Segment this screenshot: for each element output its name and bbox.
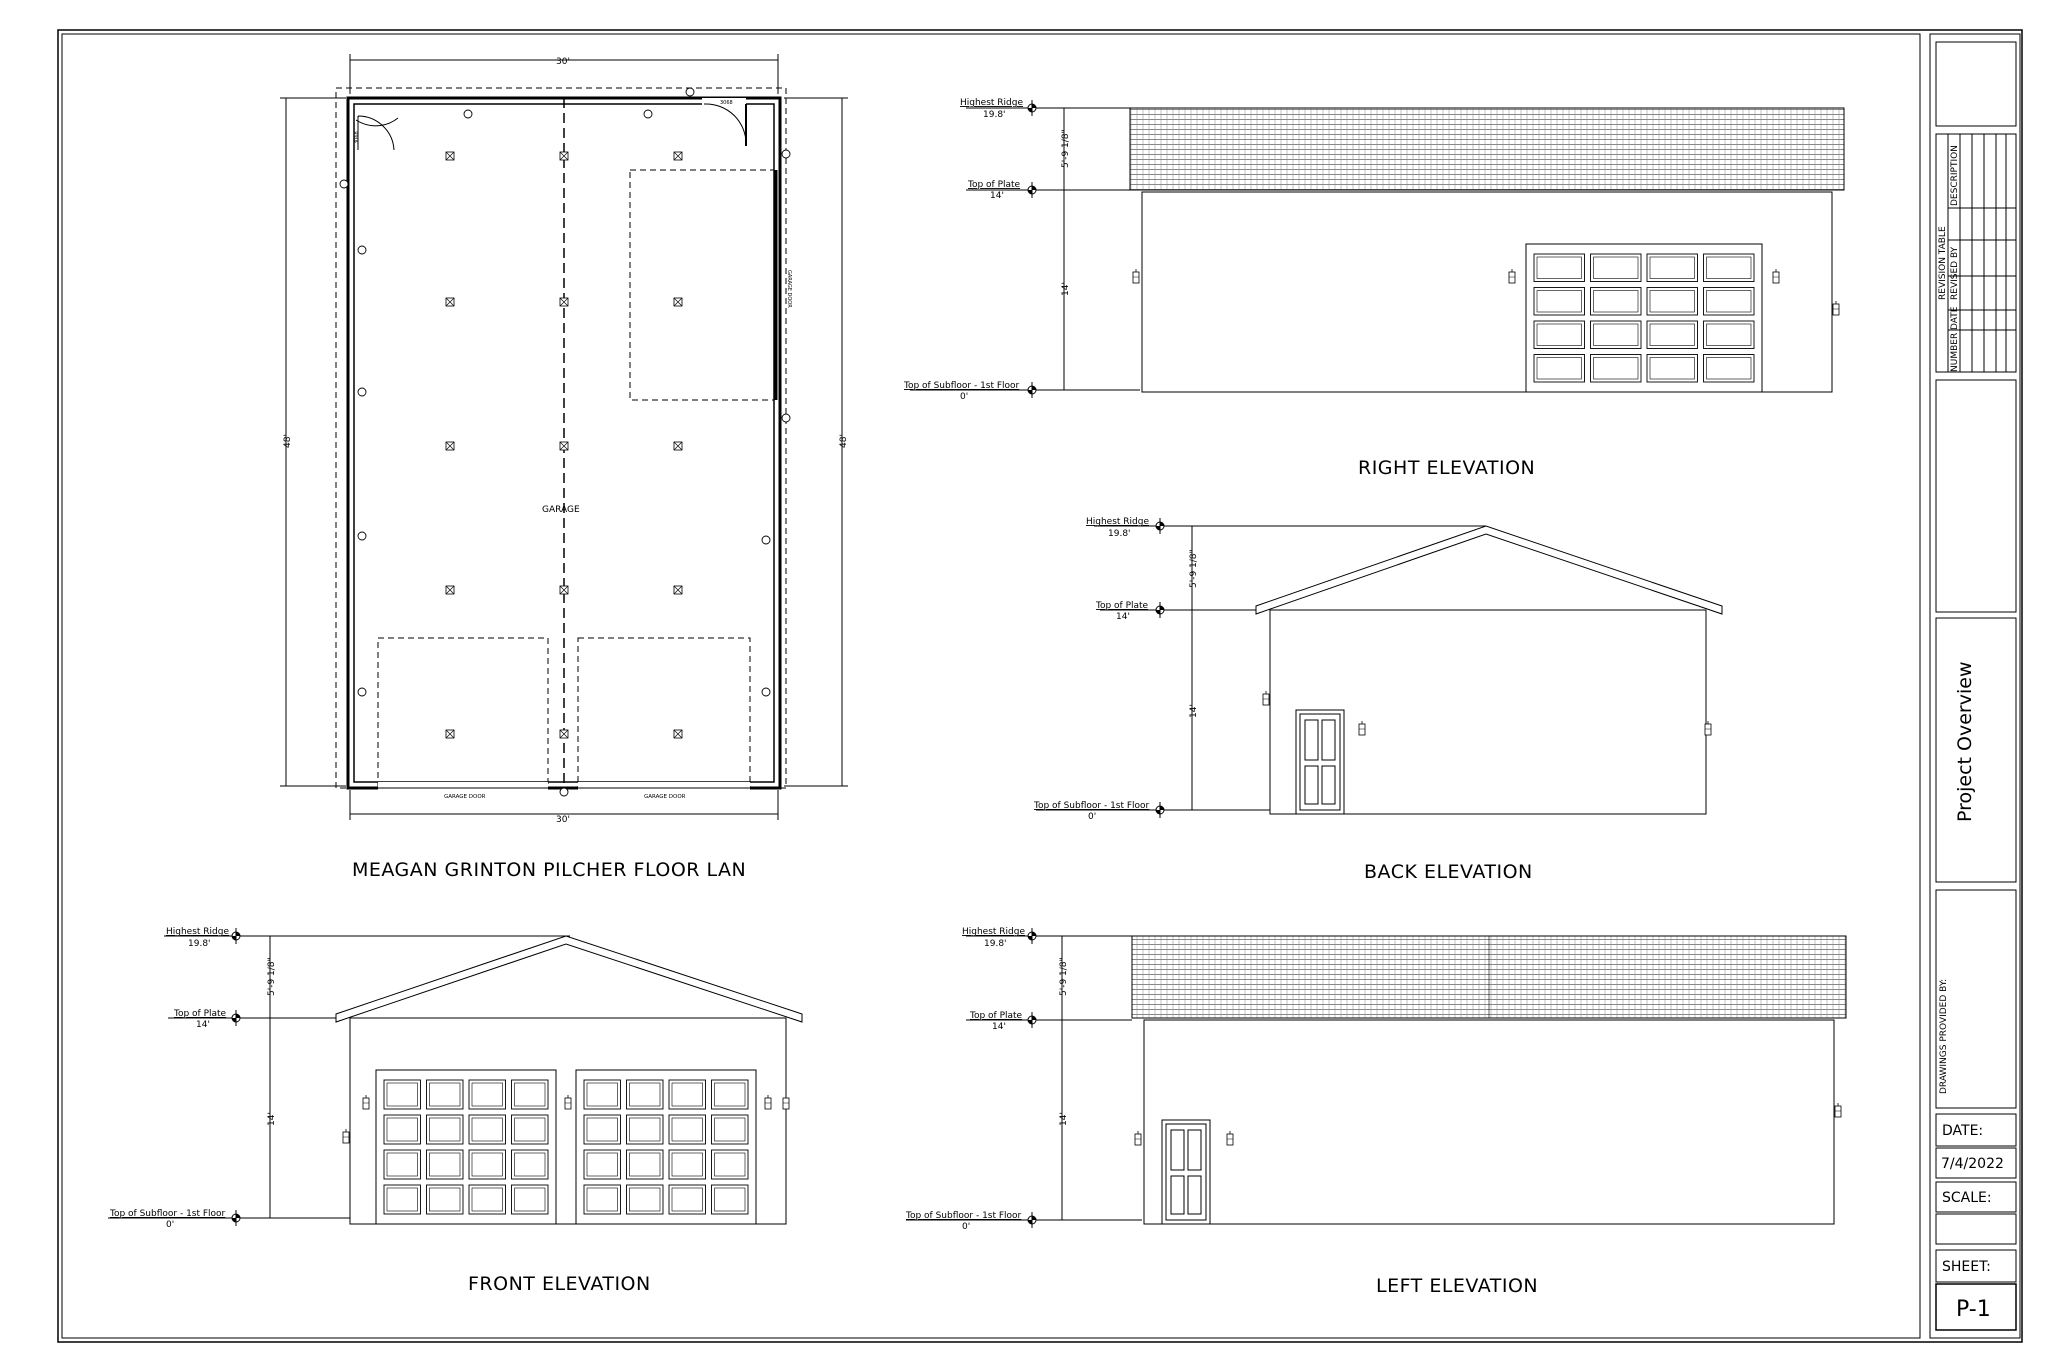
- door-panel: [712, 1080, 749, 1109]
- door-panel: [669, 1115, 706, 1144]
- door-panel: [1534, 254, 1585, 282]
- door-panel: [512, 1185, 549, 1214]
- door-label-2: 3068: [354, 131, 360, 144]
- left-ridge-label: Highest Ridge: [962, 927, 1026, 937]
- ceiling-light-fixture: [674, 298, 682, 306]
- wall-outlet: [358, 688, 366, 696]
- wall-outlet: [464, 110, 472, 118]
- door-panel: [1647, 254, 1698, 282]
- door-panel: [1591, 321, 1642, 349]
- door-panel: [1591, 288, 1642, 316]
- front-ridge-value: 19.8': [188, 939, 211, 949]
- front-subfloor-label: Top of Subfloor - 1st Floor: [110, 1209, 226, 1219]
- side-garage-door-label: GARAGE DOOR: [786, 270, 792, 308]
- door-panel: [1704, 321, 1755, 349]
- door-panel: [584, 1185, 621, 1214]
- ceiling-light-fixture: [560, 730, 568, 738]
- back-subfloor-value: 0': [1088, 812, 1097, 822]
- door-panel: [427, 1150, 464, 1179]
- floor-plan-title: MEAGAN GRINTON PILCHER FLOOR LAN: [352, 859, 747, 881]
- wall-outlet: [358, 532, 366, 540]
- front-elevation: [108, 927, 802, 1295]
- right-subfloor-value: 0': [960, 392, 969, 402]
- date-value: 7/4/2022: [1941, 1156, 2004, 1172]
- door-panel: [1534, 288, 1585, 316]
- ceiling-light-fixture: [446, 730, 454, 738]
- front-subfloor-value: 0': [166, 1220, 175, 1230]
- door-panel: [712, 1150, 749, 1179]
- wall-outlet: [762, 536, 770, 544]
- revision-col-revised-by: REVISED BY: [1950, 246, 1960, 300]
- door-panel: [384, 1185, 421, 1214]
- project-title: Project Overview: [1954, 661, 1976, 822]
- door-panel: [584, 1115, 621, 1144]
- left-upper-dim: 5'-9 1/8": [1059, 957, 1069, 996]
- ceiling-light-fixture: [560, 442, 568, 450]
- door-panel: [1704, 355, 1755, 383]
- right-plate-label: Top of Plate: [968, 180, 1021, 190]
- left-subfloor-value: 0': [962, 1222, 971, 1232]
- front-elevation-title: FRONT ELEVATION: [468, 1273, 651, 1295]
- door-panel: [427, 1080, 464, 1109]
- date-label: DATE:: [1942, 1123, 1984, 1139]
- door-panel: [1704, 254, 1755, 282]
- wall-outlet: [340, 180, 348, 188]
- door-panel: [1534, 355, 1585, 383]
- right-ridge-label: Highest Ridge: [960, 98, 1024, 108]
- door-panel: [469, 1080, 506, 1109]
- ceiling-light-fixture: [560, 152, 568, 160]
- wall-outlet: [358, 388, 366, 396]
- door-panel: [627, 1185, 664, 1214]
- front-plate-label: Top of Plate: [174, 1009, 227, 1019]
- garage-door-label-right: GARAGE DOOR: [644, 794, 686, 800]
- revision-col-number: NUMBER: [1950, 332, 1960, 372]
- door-panel: [627, 1115, 664, 1144]
- door-panel: [669, 1080, 706, 1109]
- width-dim-bottom: 30': [556, 815, 570, 825]
- left-plate-label: Top of Plate: [970, 1011, 1023, 1021]
- ceiling-light-fixture: [446, 298, 454, 306]
- back-lower-dim: 14': [1189, 704, 1199, 718]
- door-panel: [427, 1185, 464, 1214]
- door-panel: [384, 1115, 421, 1144]
- door-panel: [512, 1150, 549, 1179]
- door-panel: [427, 1115, 464, 1144]
- wall-outlet: [782, 414, 790, 422]
- revision-col-date: DATE: [1950, 306, 1960, 330]
- door-label-1: 3068: [720, 100, 733, 106]
- left-elevation: [905, 927, 1846, 1297]
- ceiling-light-fixture: [446, 586, 454, 594]
- back-plate-value: 14': [1116, 612, 1130, 622]
- wall-outlet: [644, 110, 652, 118]
- ceiling-light-fixture: [560, 298, 568, 306]
- ceiling-light-fixture: [674, 586, 682, 594]
- back-subfloor-label: Top of Subfloor - 1st Floor: [1034, 801, 1150, 811]
- sheet-label: SHEET:: [1942, 1259, 1991, 1275]
- wall-outlet: [782, 150, 790, 158]
- right-lower-dim: 14': [1061, 282, 1071, 296]
- back-plate-label: Top of Plate: [1096, 601, 1149, 611]
- door-panel: [1534, 321, 1585, 349]
- sheet-value: P-1: [1956, 1297, 1991, 1322]
- door-panel: [712, 1185, 749, 1214]
- door-panel: [584, 1080, 621, 1109]
- front-upper-dim: 5'-9 1/8": [267, 957, 277, 996]
- door-panel: [627, 1080, 664, 1109]
- wall-outlet: [762, 688, 770, 696]
- title-block: [1930, 34, 2020, 1338]
- door-panel: [1647, 321, 1698, 349]
- ceiling-light-fixture: [446, 442, 454, 450]
- door-panel: [469, 1115, 506, 1144]
- door-panel: [669, 1185, 706, 1214]
- left-ridge-value: 19.8': [984, 939, 1007, 949]
- door-panel: [1647, 288, 1698, 316]
- ceiling-light-fixture: [674, 442, 682, 450]
- revision-table-title: REVISION TABLE: [1938, 226, 1948, 300]
- door-panel: [1704, 288, 1755, 316]
- door-panel: [1647, 355, 1698, 383]
- width-dim-top: 30': [556, 57, 570, 67]
- ceiling-light-fixture: [674, 152, 682, 160]
- door-panel: [384, 1080, 421, 1109]
- revision-table: [1936, 134, 2016, 372]
- depth-dim-left: 48': [283, 434, 293, 448]
- door-panel: [1591, 254, 1642, 282]
- back-elevation: [1033, 517, 1722, 883]
- door-panel: [669, 1150, 706, 1179]
- door-panel: [469, 1150, 506, 1179]
- revision-col-description: DESCRIPTION: [1950, 145, 1960, 206]
- back-elevation-title: BACK ELEVATION: [1364, 861, 1533, 883]
- back-ridge-label: Highest Ridge: [1086, 517, 1150, 527]
- door-panel: [1591, 355, 1642, 383]
- door-panel: [512, 1080, 549, 1109]
- left-plate-value: 14': [992, 1022, 1006, 1032]
- garage-door-label-left: GARAGE DOOR: [444, 794, 486, 800]
- left-lower-dim: 14': [1059, 1112, 1069, 1126]
- door-panel: [627, 1150, 664, 1179]
- depth-dim-right: 48': [839, 434, 849, 448]
- wall-outlet: [358, 246, 366, 254]
- left-subfloor-label: Top of Subfloor - 1st Floor: [906, 1211, 1022, 1221]
- ceiling-light-fixture: [674, 730, 682, 738]
- ceiling-light-fixture: [560, 586, 568, 594]
- back-ridge-value: 19.8': [1108, 529, 1131, 539]
- right-plate-value: 14': [990, 191, 1004, 201]
- door-panel: [712, 1115, 749, 1144]
- right-upper-dim: 5'-9 1/8": [1061, 129, 1071, 168]
- right-elevation: [903, 98, 1844, 479]
- ceiling-light-fixture: [446, 152, 454, 160]
- scale-label: SCALE:: [1942, 1190, 1992, 1206]
- floor-plan: [280, 54, 849, 881]
- door-panel: [512, 1115, 549, 1144]
- front-plate-value: 14': [196, 1020, 210, 1030]
- wall-outlet: [686, 88, 694, 96]
- door-panel: [384, 1150, 421, 1179]
- room-label-garage: GARAGE: [542, 505, 580, 515]
- back-upper-dim: 5'-9 1/8": [1189, 549, 1199, 588]
- front-ridge-label: Highest Ridge: [166, 927, 230, 937]
- left-elevation-title: LEFT ELEVATION: [1376, 1275, 1539, 1297]
- right-elevation-title: RIGHT ELEVATION: [1358, 457, 1536, 479]
- wall-outlet: [560, 788, 568, 796]
- right-subfloor-label: Top of Subfloor - 1st Floor: [904, 381, 1020, 391]
- drawings-provided-by: DRAWINGS PROVIDED BY:: [1939, 978, 1949, 1094]
- front-lower-dim: 14': [267, 1112, 277, 1126]
- door-panel: [584, 1150, 621, 1179]
- door-panel: [469, 1185, 506, 1214]
- right-ridge-value: 19.8': [983, 110, 1006, 120]
